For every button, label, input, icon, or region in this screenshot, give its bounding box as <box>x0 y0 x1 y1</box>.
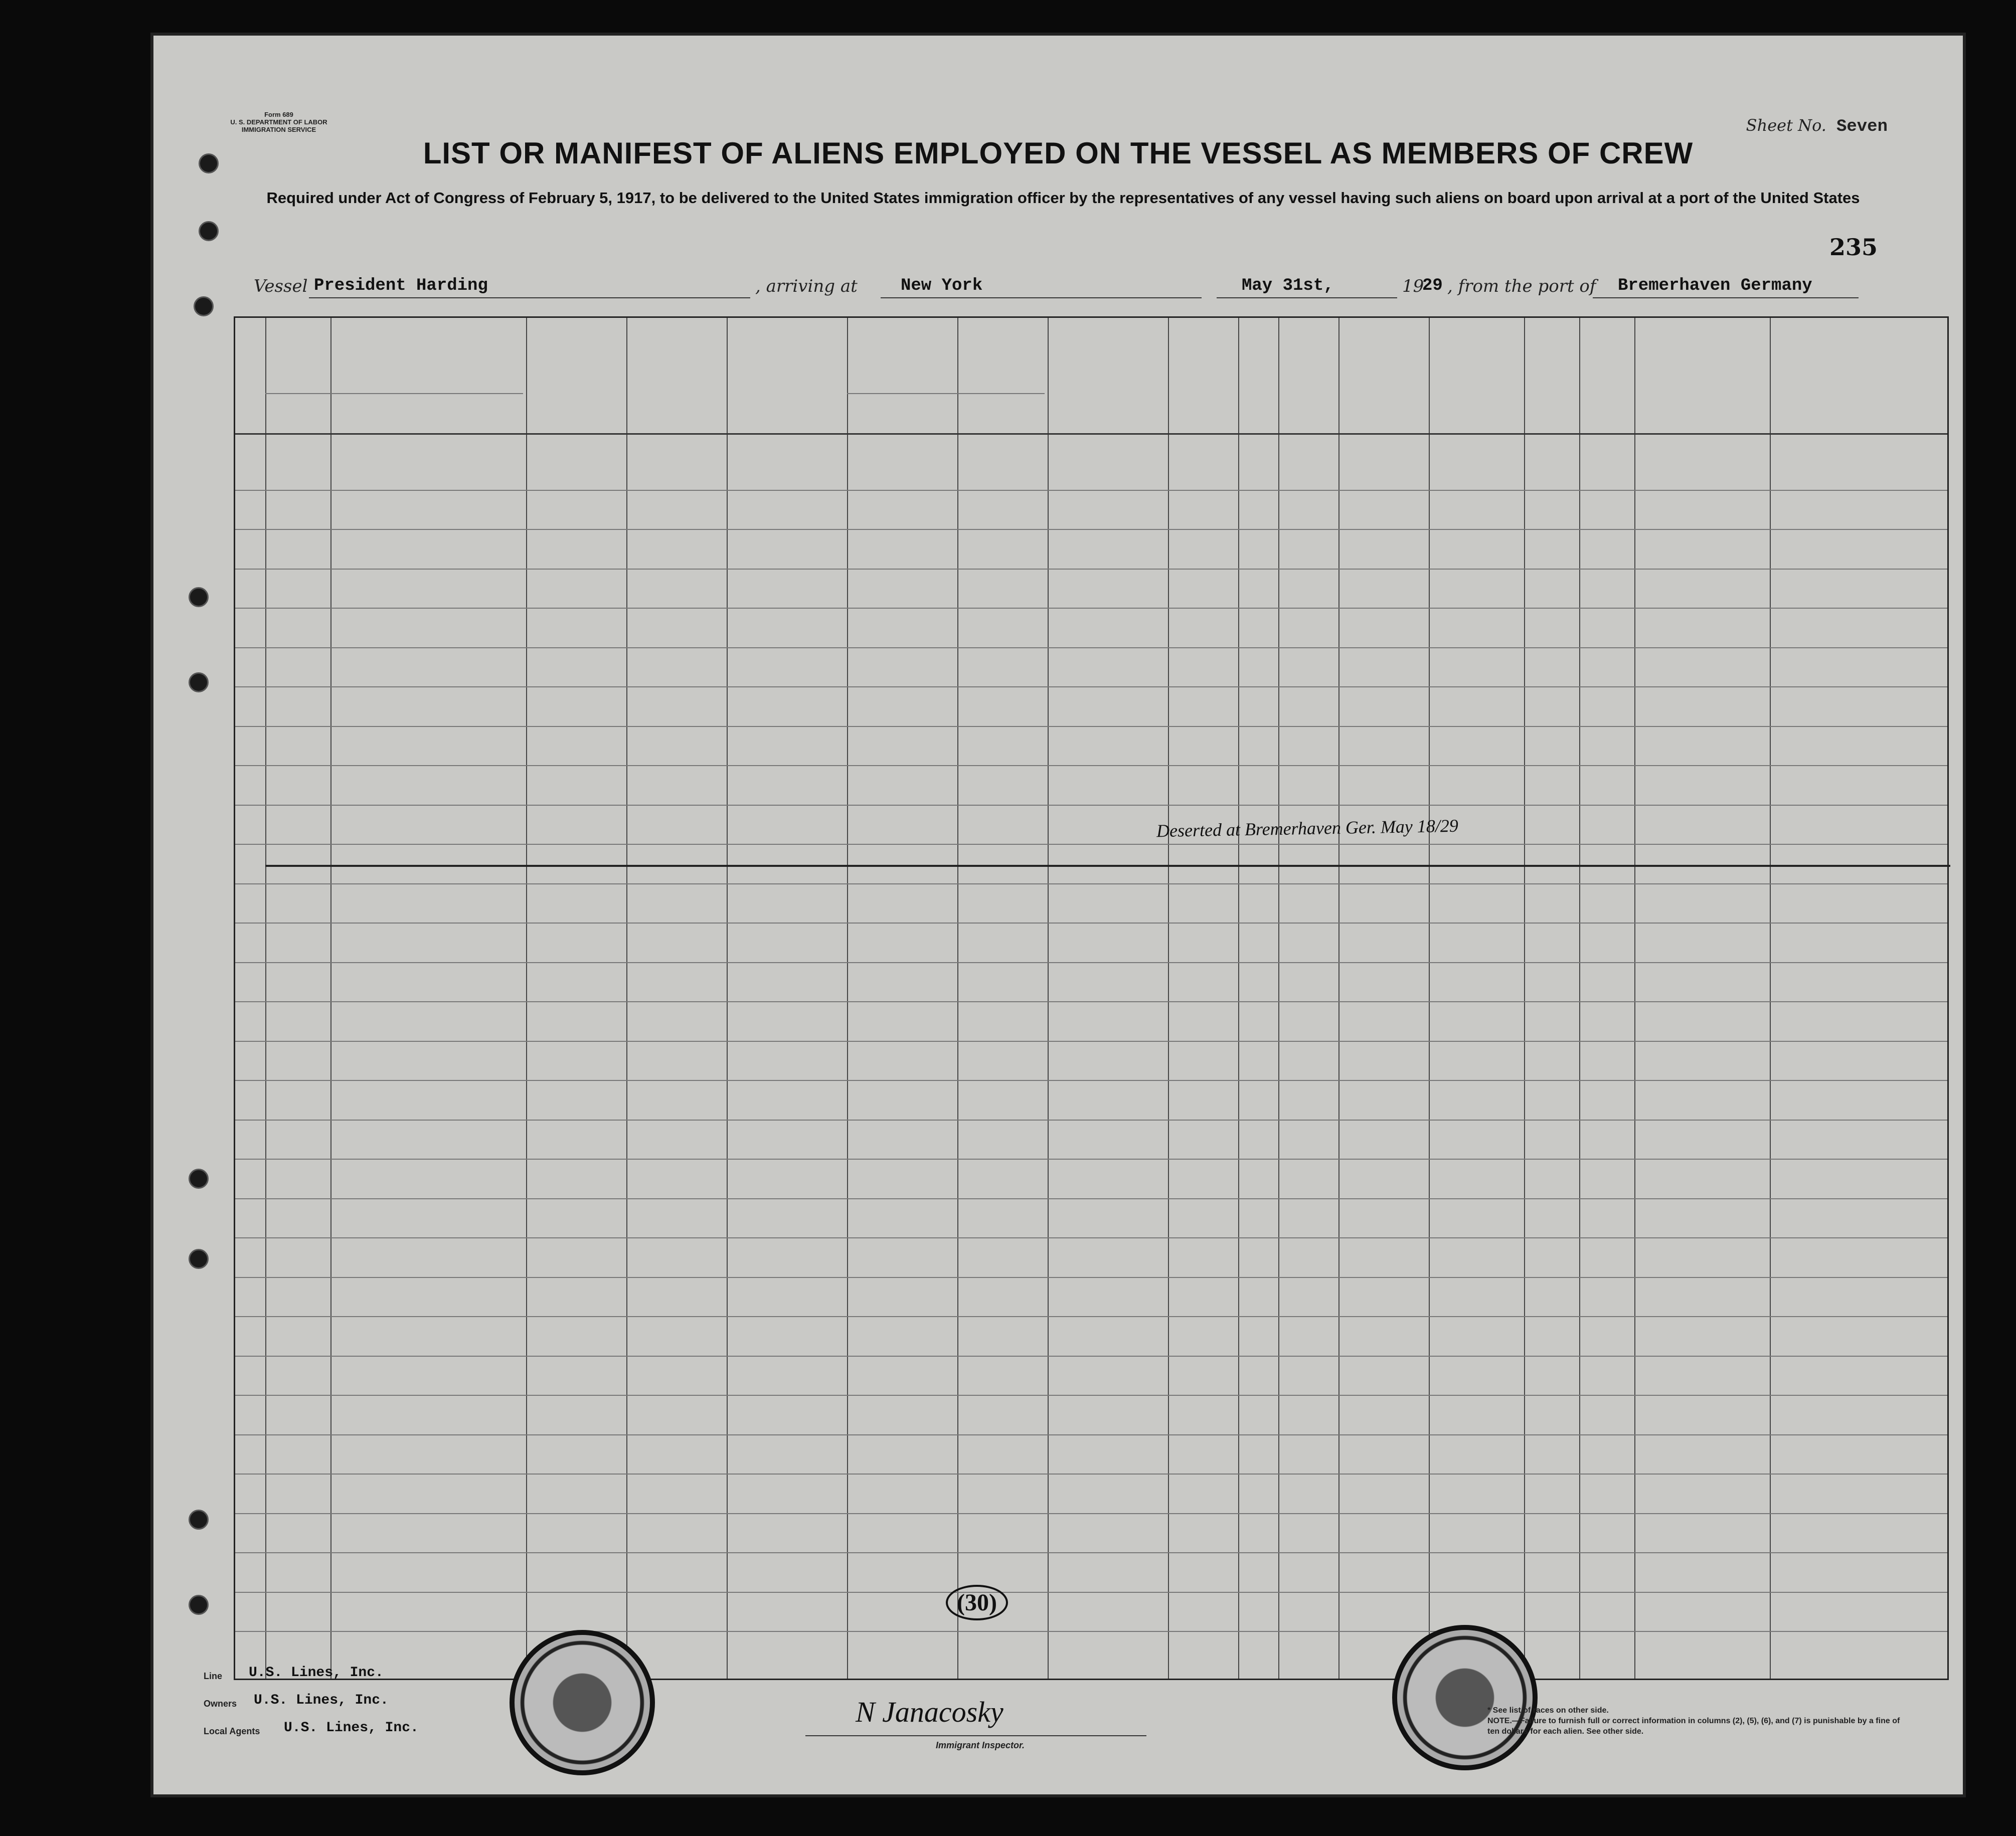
row-rule <box>235 686 1947 687</box>
footnote: * See list of races on other side. NOTE.—Failure to furnish full or correct information in columns (2), (5), (6), and (7) is punishable by a fine of ten dollars for each alien. See other side. <box>1487 1706 1900 1736</box>
row-rule <box>235 1592 1947 1593</box>
row-rule <box>235 1395 1947 1396</box>
row-rule <box>235 1120 1947 1121</box>
row-rule <box>235 1159 1947 1160</box>
vessel-name: President Harding <box>314 276 488 295</box>
row-rule <box>235 844 1947 845</box>
binder-hole-icon <box>189 587 209 607</box>
line-value: U.S. Lines, Inc. <box>249 1665 384 1681</box>
row-rule <box>235 647 1947 648</box>
consulate-seal-left <box>510 1630 655 1775</box>
page-number: 235 <box>1829 234 1878 261</box>
row-rule <box>235 1474 1947 1475</box>
header-sub-rule <box>265 393 523 394</box>
line-label: Line <box>204 1671 223 1681</box>
binder-hole-icon <box>189 1595 209 1615</box>
owners-label: Owners <box>204 1699 237 1709</box>
binder-hole-icon <box>189 1249 209 1269</box>
inspector-label: Immigrant Inspector. <box>936 1740 1025 1750</box>
row-rule <box>235 1552 1947 1553</box>
binder-hole-icon <box>189 1169 209 1189</box>
sheet-number: Sheet No. Seven <box>1746 116 1888 136</box>
row-rule <box>235 529 1947 530</box>
arrival-date: May 31st, <box>1242 276 1334 295</box>
row-rule <box>235 883 1947 884</box>
vessel-line: Vessel President Harding , arriving at New York May 31st, 19 29 , from the port of Bremerhaven Germany <box>254 276 1859 301</box>
row-rule <box>235 1198 1947 1199</box>
row-rule <box>235 1356 1947 1357</box>
agents-label: Local Agents <box>204 1726 260 1736</box>
arrival-port: New York <box>901 276 983 295</box>
row-rule <box>235 805 1947 806</box>
form-id: Form 689 U. S. DEPARTMENT OF LABOR IMMIGRATION SERVICE <box>230 111 327 133</box>
signature-line <box>805 1735 1146 1736</box>
row-rule <box>235 490 1947 491</box>
row-rule <box>235 726 1947 727</box>
row-rule <box>235 923 1947 924</box>
manifest-sheet <box>150 33 1966 1797</box>
page-subtitle: Required under Act of Congress of February 5, 1917, to be delivered to the United States immigration officer by the representatives of any vessel having such aliens on board upon arrival at a port of the United States <box>266 189 1860 207</box>
arrival-year: 29 <box>1422 276 1443 295</box>
total-count: (30) <box>946 1585 1008 1620</box>
row-rule <box>235 1434 1947 1435</box>
header-rule <box>235 433 1947 435</box>
agents-value: U.S. Lines, Inc. <box>284 1720 419 1736</box>
binder-hole-icon <box>194 296 214 316</box>
binder-hole-icon <box>199 221 219 241</box>
header-sub-rule <box>847 393 1045 394</box>
row-rule <box>235 962 1947 963</box>
deserted-note: Deserted at Bremerhaven Ger. May 18/29 <box>1156 815 1459 841</box>
row-rule <box>235 608 1947 609</box>
row-rule <box>235 1631 1947 1632</box>
row-rule <box>235 569 1947 570</box>
row-rule <box>235 1041 1947 1042</box>
row-rule <box>235 765 1947 766</box>
crew-table <box>234 316 1949 1680</box>
row-rule <box>235 1513 1947 1514</box>
row-rule <box>235 1316 1947 1317</box>
row-rule <box>235 1080 1947 1081</box>
binder-hole-icon <box>189 672 209 692</box>
binder-hole-icon <box>189 1510 209 1530</box>
strike-line <box>265 865 1950 867</box>
inspector-signature: N Janacosky <box>856 1696 1003 1728</box>
owners-value: U.S. Lines, Inc. <box>254 1693 389 1708</box>
row-rule <box>235 1237 1947 1238</box>
departure-port: Bremerhaven Germany <box>1618 276 1812 295</box>
row-rule <box>235 1277 1947 1278</box>
consulate-seal-right <box>1392 1625 1538 1770</box>
row-rule <box>235 1001 1947 1002</box>
page-title: LIST OR MANIFEST OF ALIENS EMPLOYED ON THE VESSEL AS MEMBERS OF CREW <box>423 136 1694 170</box>
